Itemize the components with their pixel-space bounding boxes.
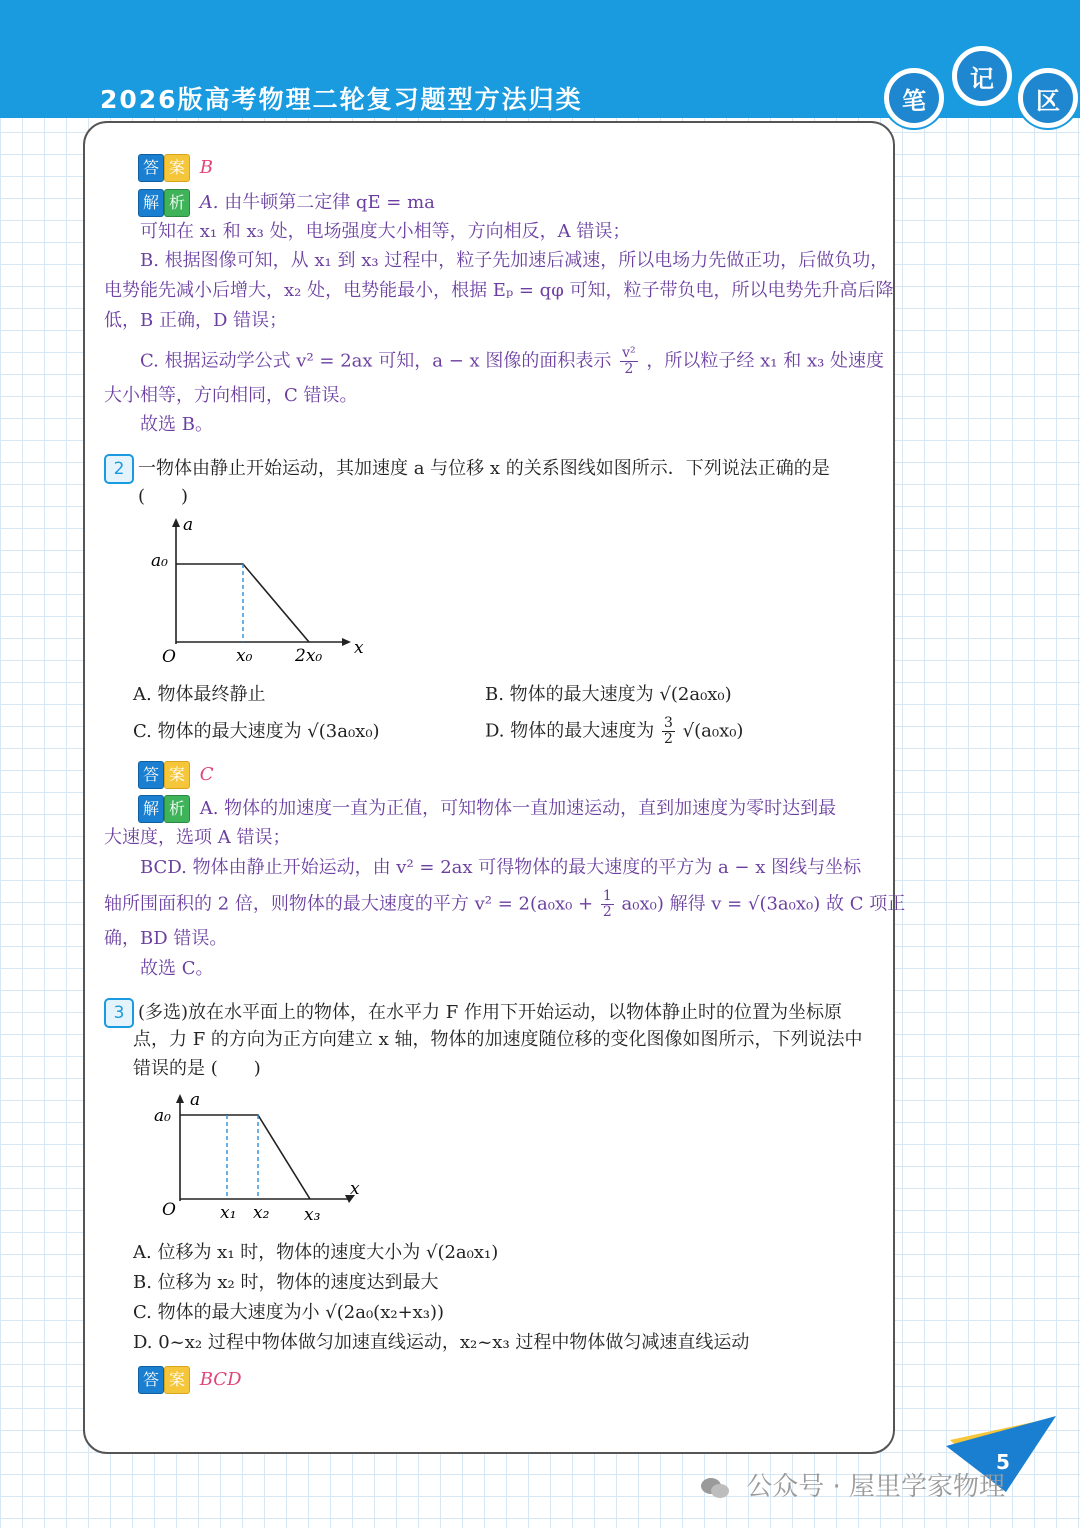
q3-number: 3 — [104, 998, 134, 1028]
q3-answer-row — [138, 1366, 242, 1394]
page-number: 5 — [996, 1450, 1010, 1474]
q2-label-2x0: 2x₀ — [295, 646, 323, 666]
q3-answer: BCD — [199, 1369, 242, 1390]
q2-choice: 故选 C。 — [140, 958, 214, 979]
q1-analysis-row: 解 析 A. 由牛顿第二定律 qE = ma — [138, 189, 435, 217]
q3-label-O: O — [162, 1200, 176, 1220]
q1-a-cont: 可知在 x₁ 和 x₃ 处，电场强度大小相等，方向相反，A 错误； — [140, 221, 631, 242]
q2-analysis-line5: 确，BD 错误。 — [104, 928, 228, 949]
q2-answer-row — [138, 761, 214, 789]
answer-badge: 答 案 — [138, 1366, 190, 1394]
q3-label-x: x — [350, 1179, 360, 1199]
q1-c-line1: C. 根据运动学公式 v² = 2ax 可知，a − x 图像的面积表示 $\frac{\text{v²}}{2}$ ，所以粒子经 x₁ 和 x₃ 处速度 — [140, 345, 885, 377]
book-title: 2026版高考物理二轮复习题型方法归类 — [100, 85, 583, 114]
q3-option-c: C. 物体的最大速度为小 √(2a₀(x₂+x₃)) — [133, 1302, 445, 1323]
note-char-2: 记 — [952, 46, 1012, 106]
q3-label-a0: a₀ — [154, 1106, 171, 1126]
q1-choice: 故选 B。 — [140, 414, 213, 435]
q3-stem-line2: 点，力 F 的方向为正方向建立 x 轴，物体的加速度随位移的变化图像如图所示，下列说法中 — [133, 1029, 863, 1050]
q3-stem-line1: 3 (多选)放在水平面上的物体，在水平力 F 作用下开始运动，以物体静止时的位置为坐标原 — [104, 998, 842, 1028]
q2-analysis-row: 解 析 A. 物体的加速度一直为正值，可知物体一直加速运动，直到加速度为零时达到最 — [138, 795, 836, 823]
q1-answer-row — [138, 154, 213, 182]
q3-option-a: A. 位移为 x₁ 时，物体的速度大小为 √(2a₀x₁) — [133, 1242, 499, 1263]
q3-curve — [180, 1115, 310, 1199]
q3-y-arrow — [176, 1094, 184, 1103]
q2-number: 2 — [104, 454, 134, 484]
note-char-3: 区 — [1018, 68, 1078, 128]
q1-b-line1: B. 根据图像可知，从 x₁ 到 x₃ 过程中，粒子先加速后减速，所以电场力先做正功，后做负功， — [140, 250, 889, 271]
q2-label-O: O — [162, 647, 176, 667]
wechat-icon — [700, 1476, 730, 1500]
q3-option-d: D. 0~x₂ 过程中物体做匀加速直线运动，x₂~x₃ 过程中物体做匀减速直线运动 — [133, 1332, 750, 1353]
q2-option-a: A. 物体最终静止 — [133, 684, 266, 705]
q3-label-x2: x₂ — [253, 1203, 270, 1223]
q2-label-a: a — [183, 515, 194, 535]
q3-label-x3: x₃ — [304, 1205, 321, 1225]
q2-option-d: D. 物体的最大速度为 $\frac{3}{2}$ √(a₀x₀) — [485, 715, 744, 747]
q2-label-x0: x₀ — [236, 646, 253, 666]
q3-stem-line3: 错误的是 ( ) — [133, 1058, 261, 1079]
analysis-badge: 解 析 — [138, 189, 190, 217]
analysis-badge: 解 析 — [138, 795, 190, 823]
q2-x-arrow — [342, 638, 351, 646]
q1-b-line2: 电势能先减小后增大，x₂ 处，电势能最小，根据 Eₚ = qφ 可知，粒子带负电，所以电势先升高后降 — [104, 280, 894, 301]
q2-option-c: C. 物体的最大速度为 √(3a₀x₀) — [133, 721, 380, 742]
q2-graph — [145, 512, 385, 672]
q3-graph — [150, 1088, 380, 1228]
q2-stem-line2: ( ) — [138, 486, 189, 507]
q2-analysis-line3: BCD. 物体由静止开始运动，由 v² = 2ax 可得物体的最大速度的平方为 a − x 图线与坐标 — [140, 857, 862, 878]
answer-badge: 答 案 — [138, 154, 190, 182]
q2-y-arrow — [172, 518, 180, 527]
q3-label-a: a — [190, 1090, 201, 1110]
q2-answer: C — [199, 764, 214, 785]
q2-analysis-line4: 轴所围面积的 2 倍，则物体的最大速度的平方 v² = 2(a₀x₀ + $\frac{1}{2}$ a₀x₀) 解得 v = √(3a₀x₀) 故 C 项正 — [104, 888, 906, 920]
q2-analysis-line2: 大速度，选项 A 错误； — [104, 827, 291, 848]
q3-option-b: B. 位移为 x₂ 时，物体的速度达到最大 — [133, 1272, 439, 1293]
q3-label-x1: x₁ — [220, 1203, 237, 1223]
q2-stem-line1: 2 一物体由静止开始运动，其加速度 a 与位移 x 的关系图线如图所示．下列说法正确的是 — [104, 454, 830, 484]
watermark: 公众号 · 屋里学家物理 — [700, 1466, 1005, 1503]
q1-b-line3: 低，B 正确，D 错误； — [104, 310, 288, 331]
q2-label-a0: a₀ — [151, 551, 168, 571]
answer-badge: 答 案 — [138, 761, 190, 789]
q1-c-line2: 大小相等，方向相同，C 错误。 — [104, 385, 358, 406]
q2-label-x: x — [354, 638, 364, 658]
q2-option-b: B. 物体的最大速度为 √(2a₀x₀) — [485, 684, 732, 705]
note-char-1: 笔 — [884, 68, 944, 128]
q1-answer: B — [199, 157, 213, 178]
